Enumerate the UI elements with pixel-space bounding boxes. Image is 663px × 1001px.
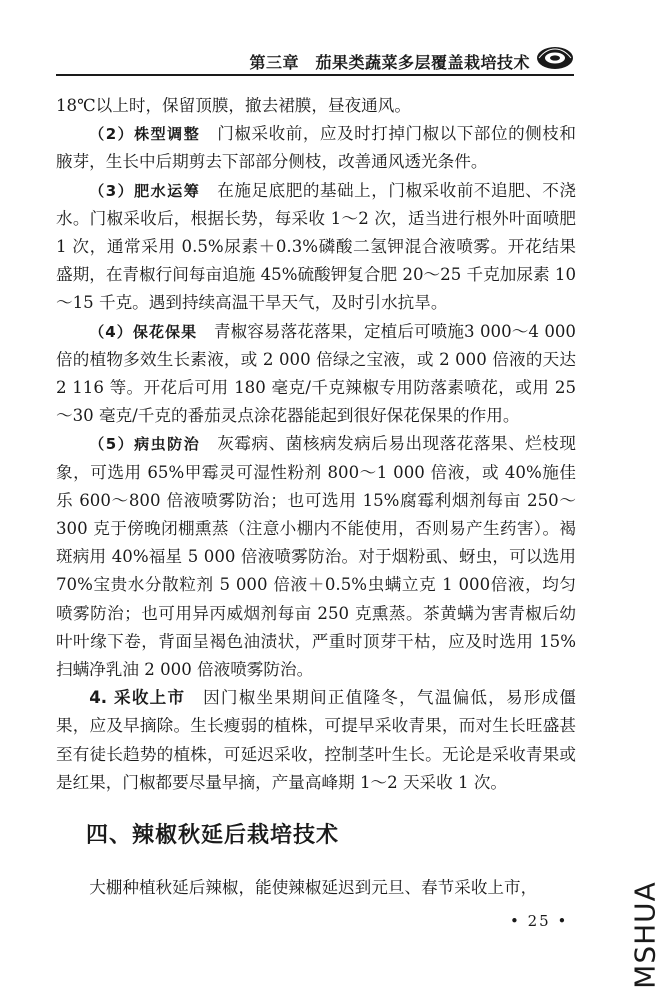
page-number: • 25 • <box>510 912 569 930</box>
watermark-text: MSHUA <box>628 881 662 989</box>
chapter-title: 第三章 茄果类蔬菜多层覆盖栽培技术 <box>249 53 530 72</box>
paragraph-text: 因门椒坐果期间正值隆冬，气温偏低，易形成僵果，应及早摘除。生长瘦弱的植株，可提早采收青果，而对生长旺盛甚至有徒长趋势的植株，可延迟采收，控制茎叶生长。无论是采收青果或是红果，门椒都要尽量早摘，产量高峰期 1～2 天采收 1 次。 <box>56 688 576 792</box>
paragraph-flower-fruit <box>56 318 576 431</box>
paragraph-text: 青椒容易落花落果，定植后可喷施3 000～4 000倍的植物多效生长素液，或 2 000 倍绿之宝液，或 2 000 倍液的天达 2 116 等。开花后可用 180 毫克/千克辣椒专用防落素喷花，或用 25～30 毫克/千克的番茄灵点涂花器能起到很好保花保果的作用。 <box>56 321 576 426</box>
watermark <box>628 880 662 990</box>
paragraph-lead: （3）肥水运筹 <box>89 181 201 200</box>
body-text <box>56 92 576 797</box>
paragraph-lead: （5）病虫防治 <box>89 435 201 454</box>
paragraph-fertilizer-water <box>56 177 576 318</box>
ornament-icon <box>536 46 574 70</box>
paragraph-plant-shaping <box>56 120 576 176</box>
tail-paragraph: 大棚种植秋延后辣椒，能使辣椒延迟到元旦、春节采收上市， <box>89 878 538 897</box>
paragraph-text: 18℃以上时，保留顶膜，撤去裙膜，昼夜通风。 <box>56 96 411 115</box>
paragraph-harvest <box>56 684 576 797</box>
paragraph-pest-control <box>56 430 576 684</box>
paragraph-text: 灰霉病、菌核病发病后易出现落花落果、烂枝现象，可选用 65%甲霉灵可湿性粉剂 800～1 000 倍液，或 40%施佳乐 600～800 倍液喷雾防治；也可选用 15%腐霉利烟剂每亩 250～300 克于傍晚闭棚熏蒸（注意小棚内不能使用，否则易产生药害）。褐斑病用 40%福星 5 000 倍液喷雾防治。对于烟粉虱、蚜虫，可以选用 70%宝贵水分散粒剂 5 000 倍液＋0.5%虫螨立克 1 000倍液，均匀喷雾防治；也可用异丙威烟剂每亩 250 克熏蒸。茶黄螨为害青椒后幼叶叶缘下卷，背面呈褐色油渍状，严重时顶芽干枯，应及时选用 15%扫螨净乳油 2 000 倍液喷雾防治。 <box>56 434 576 680</box>
paragraph-lead: （4）保花保果 <box>89 322 198 341</box>
paragraph-continuation <box>56 92 576 120</box>
paragraph-lead: 4. 采收上市 <box>89 688 186 708</box>
paragraph-text: 门椒采收前，应及时打掉门椒以下部位的侧枝和腋芽，生长中后期剪去下部部分侧枝，改善通风透光条件。 <box>56 124 576 172</box>
paragraph-lead: （2）株型调整 <box>89 125 201 144</box>
running-header <box>56 44 574 76</box>
section-heading: 四、辣椒秋延后栽培技术 <box>86 823 340 848</box>
paragraph-text: 在施足底肥的基础上，门椒采收前不追肥、不浇水。门椒采收后，根据长势，每采收 1～2 次，适当进行根外叶面喷肥 1 次，通常采用 0.5%尿素＋0.3%磷酸二氢钾混合液喷雾。开花结果盛期，在青椒行间每亩追施 45%硫酸钾复合肥 20～25 千克加尿素 10～15 千克。遇到持续高温干旱天气，及时引水抗旱。 <box>56 180 576 313</box>
